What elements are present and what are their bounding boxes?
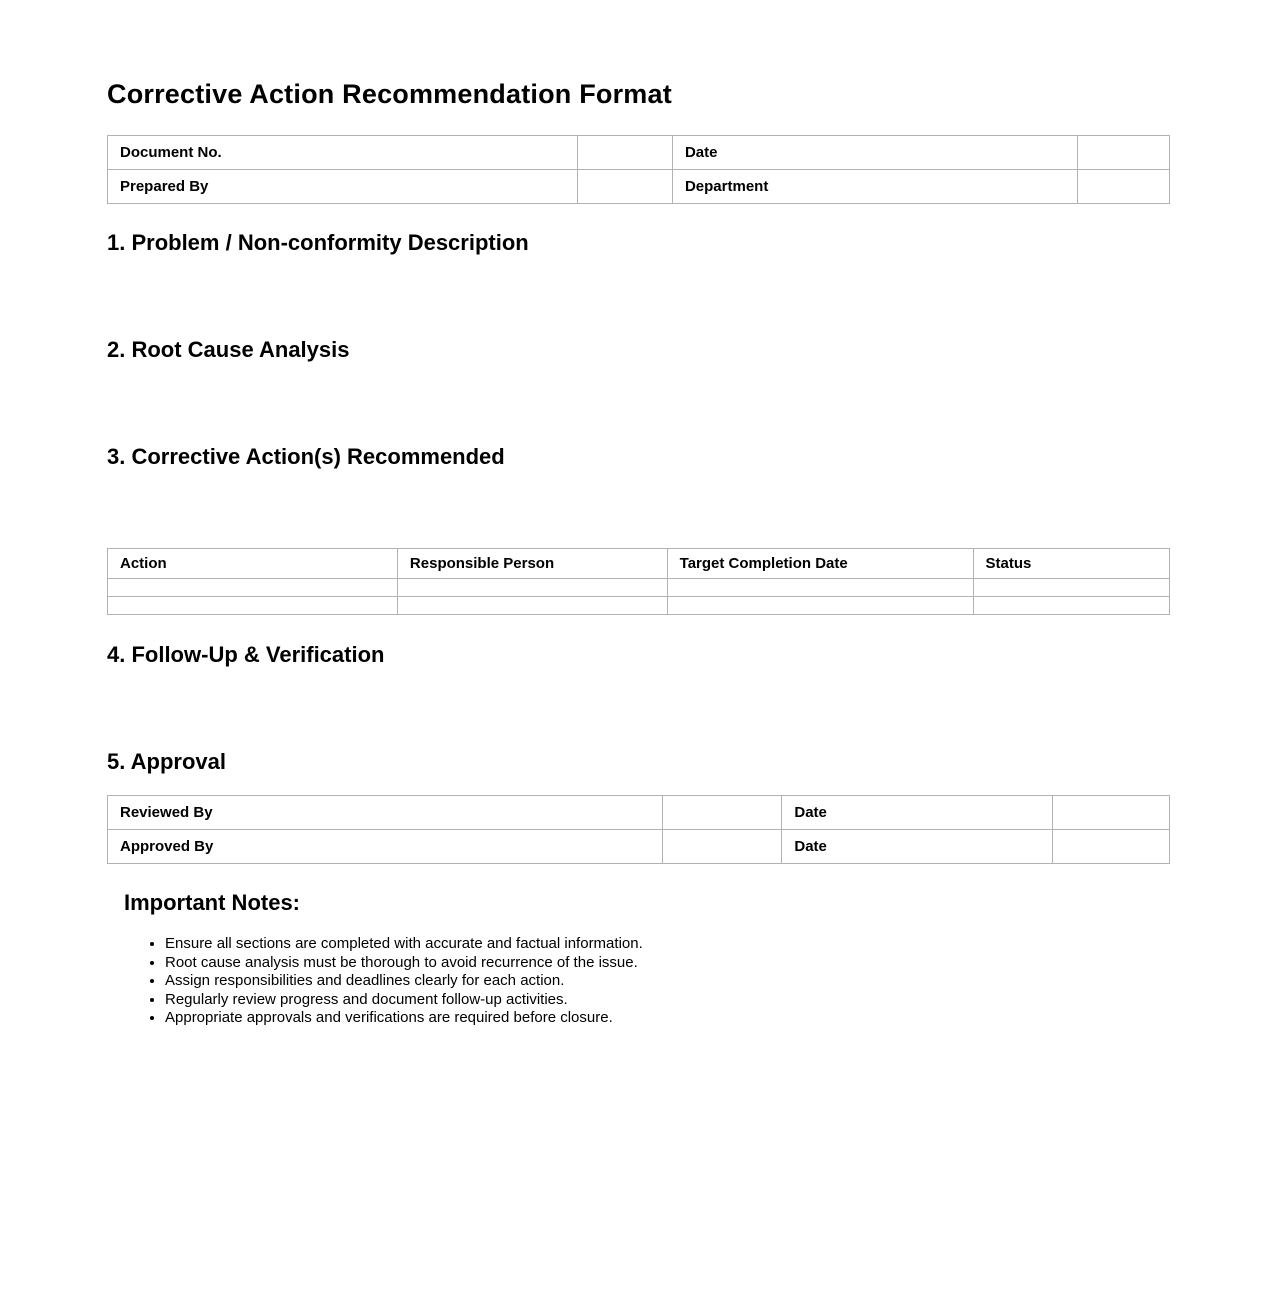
section-heading-approval: 5. Approval bbox=[107, 749, 226, 775]
document-info-table bbox=[107, 135, 1170, 204]
corrective-actions-answer-area[interactable] bbox=[107, 469, 1170, 548]
approved-date-value-cell[interactable] bbox=[1053, 830, 1170, 864]
list-item: • Root cause analysis must be thorough to avoid recurrence of the issue. bbox=[165, 954, 1170, 973]
approved-by-value-cell[interactable] bbox=[663, 830, 782, 864]
responsible-person-cell[interactable] bbox=[397, 579, 667, 597]
action-cell[interactable] bbox=[108, 597, 398, 615]
table-header-row bbox=[108, 549, 1170, 579]
status-cell[interactable] bbox=[973, 597, 1170, 615]
table-row bbox=[108, 830, 1170, 864]
prepared-by-value-cell[interactable] bbox=[578, 170, 673, 204]
department-value-cell[interactable] bbox=[1077, 170, 1169, 204]
approved-by-label: Approved By bbox=[108, 830, 663, 864]
reviewed-by-value-cell[interactable] bbox=[663, 796, 782, 830]
approved-date-label: Date bbox=[782, 830, 1053, 864]
document-no-value-cell[interactable] bbox=[578, 136, 673, 170]
target-completion-date-column-header: Target Completion Date bbox=[667, 549, 973, 579]
responsible-person-column-header: Responsible Person bbox=[397, 549, 667, 579]
reviewed-date-label: Date bbox=[782, 796, 1053, 830]
date-label: Date bbox=[672, 136, 1077, 170]
important-notes-heading: Important Notes: bbox=[124, 890, 300, 916]
action-cell[interactable] bbox=[108, 579, 398, 597]
approval-table bbox=[107, 795, 1170, 864]
prepared-by-label: Prepared By bbox=[108, 170, 578, 204]
target-completion-date-cell[interactable] bbox=[667, 597, 973, 615]
status-cell[interactable] bbox=[973, 579, 1170, 597]
important-notes-list bbox=[107, 935, 1170, 1028]
corrective-action-table bbox=[107, 548, 1170, 615]
status-column-header: Status bbox=[973, 549, 1170, 579]
list-item: • Ensure all sections are completed with accurate and factual information. bbox=[165, 935, 1170, 954]
responsible-person-cell[interactable] bbox=[397, 597, 667, 615]
department-label: Department bbox=[672, 170, 1077, 204]
target-completion-date-cell[interactable] bbox=[667, 579, 973, 597]
root-cause-answer-area[interactable] bbox=[107, 362, 1170, 444]
table-row bbox=[108, 136, 1170, 170]
date-value-cell[interactable] bbox=[1077, 136, 1169, 170]
section-heading-problem-description: 1. Problem / Non-conformity Description bbox=[107, 230, 529, 256]
document-no-label: Document No. bbox=[108, 136, 578, 170]
action-column-header: Action bbox=[108, 549, 398, 579]
list-item: • Appropriate approvals and verifications are required before closure. bbox=[165, 1009, 1170, 1028]
list-item: • Regularly review progress and document follow-up activities. bbox=[165, 991, 1170, 1010]
important-notes-section bbox=[107, 890, 1170, 1028]
document-page bbox=[107, 0, 1170, 1028]
table-row bbox=[108, 170, 1170, 204]
problem-description-answer-area[interactable] bbox=[107, 255, 1170, 337]
page-title: Corrective Action Recommendation Format bbox=[107, 79, 672, 109]
reviewed-date-value-cell[interactable] bbox=[1053, 796, 1170, 830]
table-row bbox=[108, 579, 1170, 597]
list-item: • Assign responsibilities and deadlines clearly for each action. bbox=[165, 972, 1170, 991]
section-heading-root-cause-analysis: 2. Root Cause Analysis bbox=[107, 337, 350, 363]
section-heading-follow-up-verification: 4. Follow-Up & Verification bbox=[107, 642, 385, 668]
table-row bbox=[108, 597, 1170, 615]
section-heading-corrective-actions: 3. Corrective Action(s) Recommended bbox=[107, 444, 505, 470]
reviewed-by-label: Reviewed By bbox=[108, 796, 663, 830]
follow-up-answer-area[interactable] bbox=[107, 667, 1170, 749]
table-row bbox=[108, 796, 1170, 830]
